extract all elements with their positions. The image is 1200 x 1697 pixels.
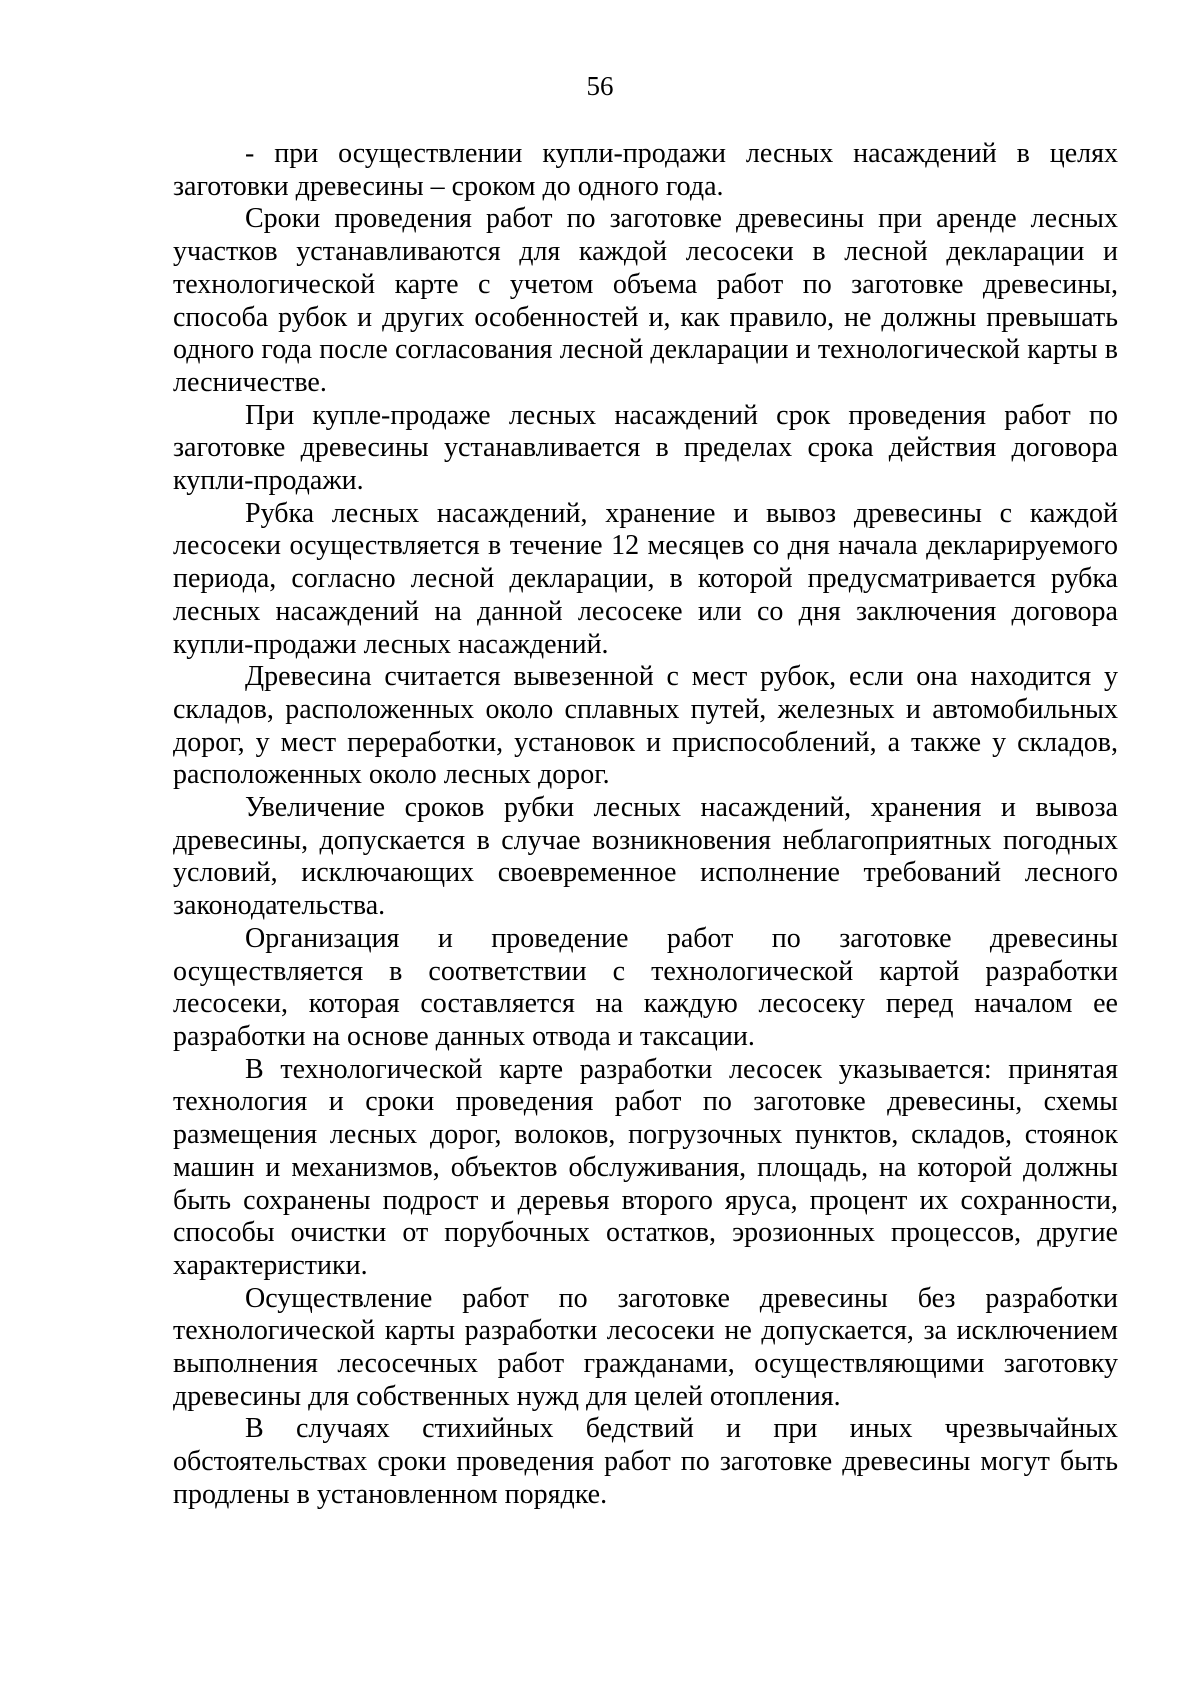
paragraph: В технологической карте разработки лесосек указывается: принятая технология и сроки проведения работ по заготовке древесины, схемы размещения лесных дорог, волоков, погрузочных пунктов, складов, стоянок машин и механизмов, объектов обслуживания, площадь, на которой должны быть сохранены подрост и деревья второго яруса, процент их сохранности, способы очистки от порубочных остатков, эрозионных процессов, другие характеристики. (173, 1053, 1118, 1281)
paragraph: При купле-продаже лесных насаждений срок проведения работ по заготовке древесины устанавливается в пределах срока действия договора купли-продажи. (173, 399, 1118, 497)
paragraph: Осуществление работ по заготовке древесины без разработки технологической карты разработки лесосеки не допускается, за исключением выполнения лесосечных работ гражданами, осуществляющими заготовку древесины для собственных нужд для целей отопления. (173, 1282, 1118, 1412)
paragraph: - при осуществлении купли-продажи лесных насаждений в целях заготовки древесины – сроком до одного года. (173, 138, 1118, 202)
paragraph: Древесина считается вывезенной с мест рубок, если она находится у складов, расположенных около сплавных путей, железных и автомобильных дорог, у мест переработки, установок и приспособлений, а также у складов, расположенных около лесных дорог. (173, 661, 1118, 791)
paragraph: Сроки проведения работ по заготовке древесины при аренде лесных участков устанавливаются для каждой лесосеки в лесной декларации и технологической карте с учетом объема работ по заготовке древесины, способа рубок и других особенностей и, как правило, не должны превышать одного года после согласования лесной декларации и технологической карты в лесничестве. (173, 203, 1118, 398)
paragraph: Рубка лесных насаждений, хранение и вывоз древесины с каждой лесосеки осуществляется в течение 12 месяцев со дня начала декларируемого периода, согласно лесной декларации, в которой предусматривается рубка лесных насаждений на данной лесосеке или со дня заключения договора купли-продажи лесных насаждений. (173, 497, 1118, 660)
paragraph: Увеличение сроков рубки лесных насаждений, хранения и вывоза древесины, допускается в случае возникновения неблагоприятных погодных условий, исключающих своевременное исполнение требований лесного законодательства. (173, 792, 1118, 922)
document-body (173, 138, 1118, 1512)
paragraph: Организация и проведение работ по заготовке древесины осуществляется в соответствии с технологической картой разработки лесосеки, которая составляется на каждую лесосеку перед началом ее разработки на основе данных отвода и таксации. (173, 922, 1118, 1052)
page-number: 56 (586, 71, 614, 101)
paragraph: В случаях стихийных бедствий и при иных чрезвычайных обстоятельствах сроки проведения работ по заготовке древесины могут быть продлены в установленном порядке. (173, 1413, 1118, 1510)
